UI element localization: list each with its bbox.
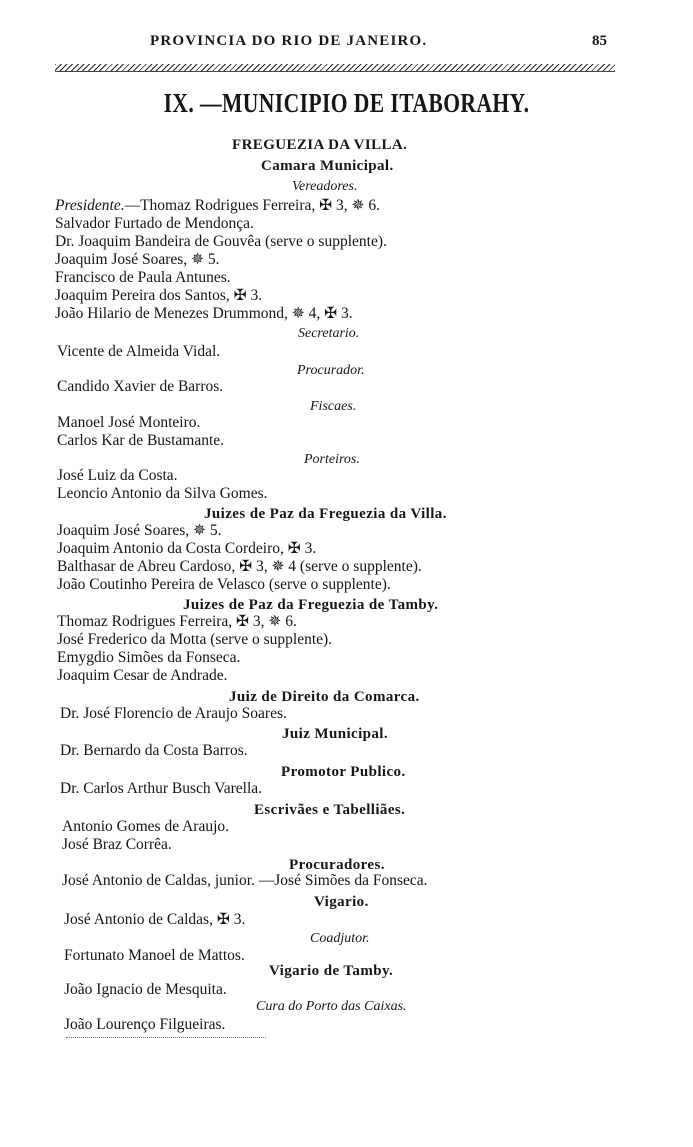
coadjutor-heading: Coadjutor. bbox=[310, 931, 370, 946]
list-item: Joaquim José Soares, ✵ 5. bbox=[57, 522, 222, 539]
juizes-tamby-heading: Juizes de Paz da Freguezia de Tamby. bbox=[183, 597, 439, 613]
list-item: Carlos Kar de Bustamante. bbox=[57, 432, 225, 449]
procuradores-heading: Procuradores. bbox=[289, 857, 385, 873]
vereadores-heading: Vereadores. bbox=[292, 179, 358, 194]
list-item: José Luiz da Costa. bbox=[57, 467, 178, 484]
list-item: Manoel José Monteiro. bbox=[57, 414, 201, 431]
page-header bbox=[0, 33, 693, 57]
juiz-direito-name: Dr. José Florencio de Araujo Soares. bbox=[60, 705, 287, 722]
secretario-heading: Secretario. bbox=[298, 326, 360, 341]
camara-heading: Camara Municipal. bbox=[261, 158, 394, 174]
fiscaes-heading: Fiscaes. bbox=[310, 399, 357, 414]
presidente-line bbox=[55, 197, 380, 215]
procurador-name: Candido Xavier de Barros. bbox=[57, 378, 224, 395]
promotor-heading: Promotor Publico. bbox=[281, 764, 406, 780]
freguezia-heading: FREGUEZIA DA VILLA. bbox=[232, 137, 408, 153]
list-item: Joaquim José Soares, ✵ 5. bbox=[55, 251, 220, 268]
procurador-heading: Procurador. bbox=[297, 363, 365, 378]
vigario-heading: Vigario. bbox=[314, 894, 369, 910]
list-item: Joaquim Pereira dos Santos, ✠ 3. bbox=[55, 287, 263, 304]
secretario-name: Vicente de Almeida Vidal. bbox=[57, 343, 221, 360]
presidente-label: Presidente. bbox=[55, 197, 125, 214]
juiz-direito-heading: Juiz de Direito da Comarca. bbox=[229, 689, 420, 705]
list-item: Joaquim Cesar de Andrade. bbox=[57, 667, 228, 684]
presidente-name: —Thomaz Rodrigues Ferreira, ✠ 3, ✵ 6. bbox=[124, 197, 380, 214]
list-item: Salvador Furtado de Mendonça. bbox=[55, 215, 254, 232]
list-item: João Hilario de Menezes Drummond, ✵ 4, ✠ 3. bbox=[55, 305, 353, 322]
list-item: Balthasar de Abreu Cardoso, ✠ 3, ✵ 4 (serve o supplente). bbox=[57, 558, 422, 575]
coadjutor-name: Fortunato Manoel de Mattos. bbox=[64, 947, 245, 964]
juizes-villa-heading: Juizes de Paz da Freguezia da Villa. bbox=[204, 506, 447, 522]
vigario-tamby-name: João Ignacio de Mesquita. bbox=[64, 981, 227, 998]
vigario-name: José Antonio de Caldas, ✠ 3. bbox=[64, 911, 246, 928]
section-title: IX. —MUNICIPIO DE ITABORAHY. bbox=[163, 88, 530, 118]
ornamental-rule bbox=[55, 64, 615, 72]
list-item: Francisco de Paula Antunes. bbox=[55, 269, 231, 286]
porteiros-heading: Porteiros. bbox=[304, 452, 360, 467]
list-item: Leoncio Antonio da Silva Gomes. bbox=[57, 485, 268, 502]
vigario-tamby-heading: Vigario de Tamby. bbox=[269, 963, 394, 979]
list-item: Joaquim Antonio da Costa Cordeiro, ✠ 3. bbox=[57, 540, 317, 557]
list-item: José Braz Corrêa. bbox=[62, 836, 172, 853]
promotor-name: Dr. Carlos Arthur Busch Varella. bbox=[60, 780, 263, 797]
ink-trace bbox=[66, 1037, 266, 1038]
escrivaes-heading: Escrivães e Tabelliães. bbox=[254, 802, 406, 818]
list-item: José Frederico da Motta (serve o supplente). bbox=[57, 631, 333, 648]
juiz-municipal-name: Dr. Bernardo da Costa Barros. bbox=[60, 742, 248, 759]
procuradores-entry: José Antonio de Caldas, junior. —José Simões da Fonseca. bbox=[62, 872, 428, 889]
list-item: Dr. Joaquim Bandeira de Gouvêa (serve o supplente). bbox=[55, 233, 387, 250]
list-item: Thomaz Rodrigues Ferreira, ✠ 3, ✵ 6. bbox=[57, 613, 297, 630]
running-title: PROVINCIA DO RIO DE JANEIRO. bbox=[150, 33, 428, 49]
page-number: 85 bbox=[592, 33, 607, 49]
cura-heading: Cura do Porto das Caixas. bbox=[256, 999, 407, 1014]
cura-name: João Lourenço Filgueiras. bbox=[64, 1016, 226, 1033]
list-item: João Coutinho Pereira de Velasco (serve o supplente). bbox=[57, 576, 391, 593]
list-item: Antonio Gomes de Araujo. bbox=[62, 818, 230, 835]
juiz-municipal-heading: Juiz Municipal. bbox=[282, 726, 389, 742]
list-item: Emygdio Simões da Fonseca. bbox=[57, 649, 241, 666]
